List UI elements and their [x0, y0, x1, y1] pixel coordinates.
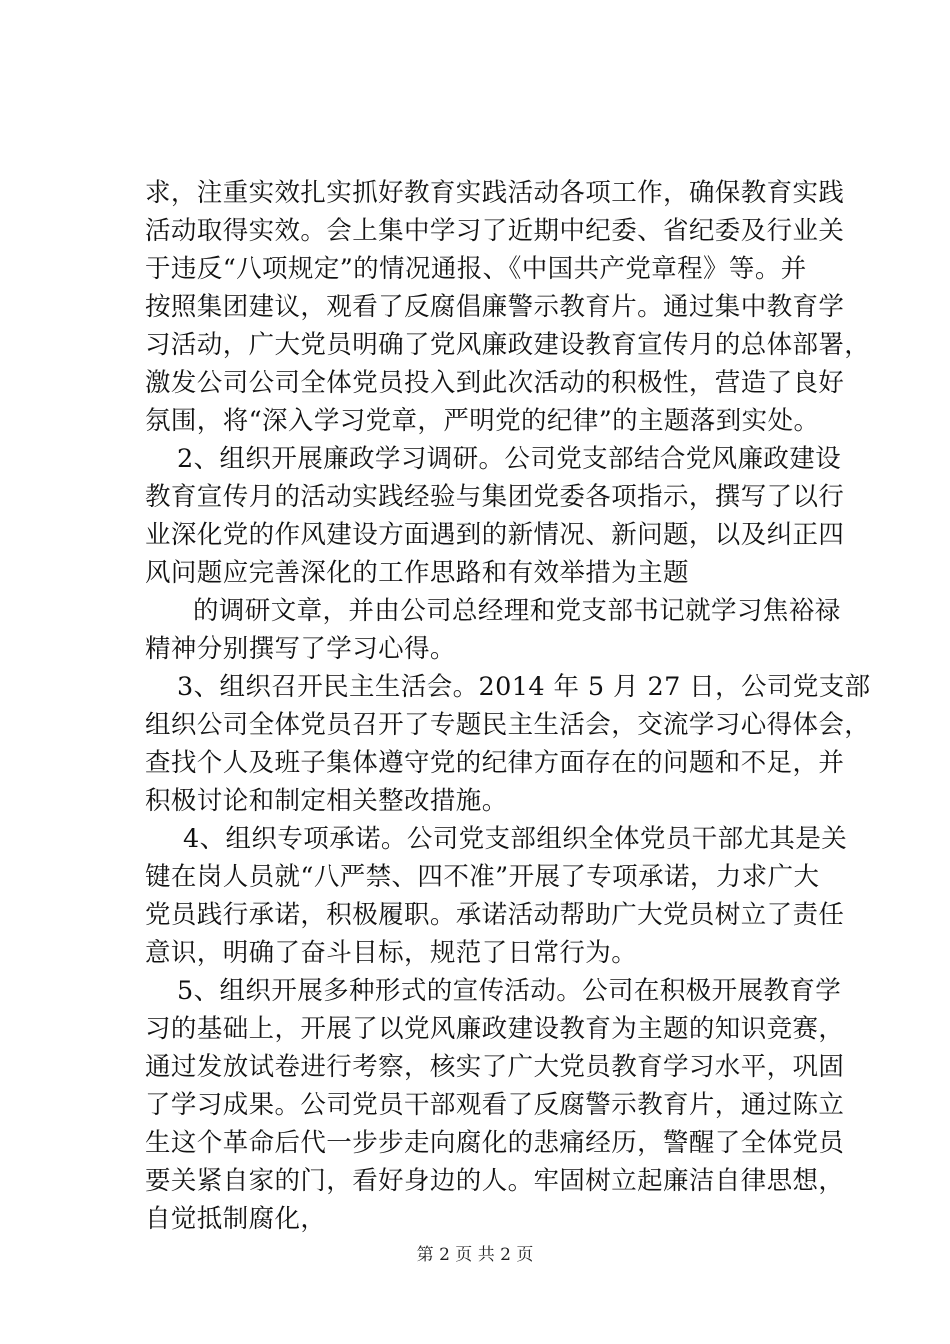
text-line: 通过发放试卷进行考察，核实了广大党员教育学习水平，巩固: [145, 1052, 845, 1082]
text-line: 风问题应完善深化的工作思路和有效举措为主题: [145, 558, 689, 588]
text-line: 自觉抵制腐化，: [145, 1204, 327, 1234]
text-line: 习的基础上，开展了以党风廉政建设教育为主题的知识竞赛，: [145, 1014, 845, 1044]
text-line: 习活动，广大党员明确了党风廉政建设教育宣传月的总体部署，: [145, 330, 871, 360]
paragraph-5-start: 5、组织开展多种形式的宣传活动。公司在积极开展教育学: [177, 976, 842, 1006]
text-line: 激发公司公司全体党员投入到此次活动的积极性，营造了良好: [145, 368, 845, 398]
text-line: 于违反“八项规定”的情况通报、《中国共产党章程》等。并: [145, 254, 807, 284]
text-line: 了学习成果。公司党员干部观看了反腐警示教育片，通过陈立: [145, 1090, 845, 1120]
paragraph-3-start: 3、组织召开民主生活会。2014 年 5 月 27 日，公司党支部: [177, 672, 871, 702]
text-line: 按照集团建议，观看了反腐倡廉警示教育片。通过集中教育学: [145, 292, 845, 322]
text-line: 活动取得实效。会上集中学习了近期中纪委、省纪委及行业关: [145, 216, 845, 246]
text-line: 党员践行承诺，积极履职。承诺活动帮助广大党员树立了责任: [145, 900, 845, 930]
text-line: 的调研文章，并由公司总经理和党支部书记就学习焦裕禄: [193, 596, 841, 626]
text-line: 查找个人及班子集体遵守党的纪律方面存在的问题和不足，并: [145, 748, 845, 778]
page-number-footer: 第 2 页 共 2 页: [416, 1245, 534, 1265]
text-line: 氛围，将“深入学习党章，严明党的纪律”的主题落到实处。: [145, 406, 820, 436]
text-line: 键在岗人员就“八严禁、四不准”开展了专项承诺，力求广大: [145, 862, 820, 892]
text-line: 要关紧自家的门，看好身边的人。牢固树立起廉洁自律思想，: [145, 1166, 845, 1196]
paragraph-4-start: 4、组织专项承诺。公司党支部组织全体党员干部尤其是关: [183, 824, 848, 854]
document-body: [145, 174, 871, 1238]
text-line: 求，注重实效扎实抓好教育实践活动各项工作，确保教育实践: [145, 178, 845, 208]
text-line: 组织公司全体党员召开了专题民主生活会，交流学习心得体会，: [145, 710, 871, 740]
text-line: 精神分别撰写了学习心得。: [145, 634, 456, 664]
text-line: 生这个革命后代一步步走向腐化的悲痛经历，警醒了全体党员: [145, 1128, 845, 1158]
text-line: 业深化党的作风建设方面遇到的新情况、新问题，以及纠正四: [145, 520, 845, 550]
paragraph-2-start: 2、组织开展廉政学习调研。公司党支部结合党风廉政建设: [177, 444, 842, 474]
text-line: 积极讨论和制定相关整改措施。: [145, 786, 508, 816]
text-line: 教育宣传月的活动实践经验与集团党委各项指示，撰写了以行: [145, 482, 845, 512]
text-line: 意识，明确了奋斗目标，规范了日常行为。: [145, 938, 638, 968]
